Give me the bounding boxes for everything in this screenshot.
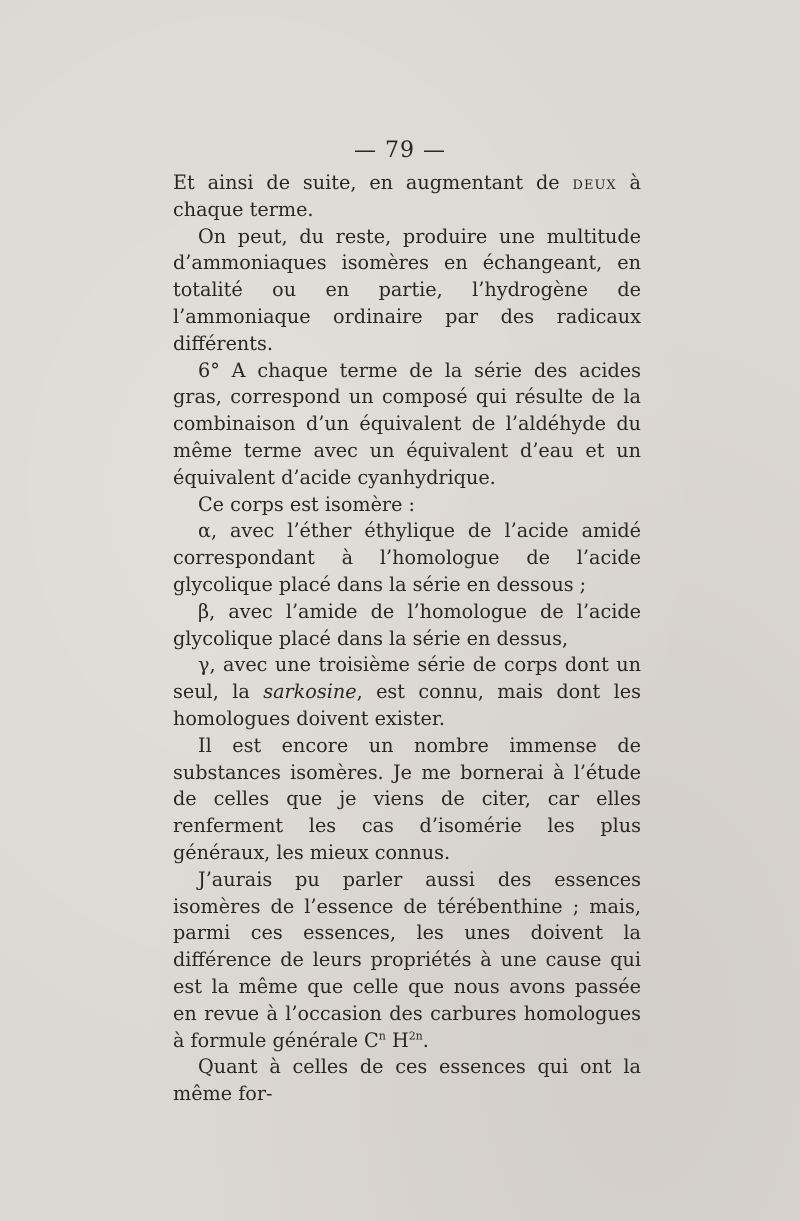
paragraph-5-alpha: α, avec l’éther éthylique de l’acide amidé correspondant à l’homologue de l’acide glycolique placé dans la série en dessous ;: [173, 519, 641, 596]
paragraph-6-beta: β, avec l’amide de l’homologue de l’acide glycolique placé dans la série en dessus,: [173, 599, 641, 650]
paragraph-3: 6° A chaque terme de la série des acides gras, correspond un composé qui résulte de la combinaison d’un équivalent de l’aldéhyde du même terme avec un équivalent d’eau et un équivalent d’acide cyanhydrique.: [173, 358, 641, 489]
small-caps-word: deux: [572, 171, 617, 194]
page-number: — 79 —: [354, 138, 446, 163]
paragraph-8: Il est encore un nombre immense de substances isomères. Je me bornerai à l’étude de celles que je viens de citer, car elles renferment les cas d’isomérie les plus généraux, les mieux connus.: [173, 733, 641, 864]
paragraph-10: Quant à celles de ces essences qui ont la même for-: [173, 1055, 641, 1106]
formula-superscript-n: n: [378, 1029, 386, 1043]
italic-term: sarkosine: [263, 680, 357, 704]
paragraph-2: On peut, du reste, produire une multitude d’ammoniaques isomères en échangeant, en totalité ou en partie, l’hydrogène de l’ammoniaque ordinaire par des radicaux différents.: [173, 224, 641, 355]
paragraph-4: Ce corps est isomère :: [198, 492, 416, 516]
body-text: [173, 170, 641, 1108]
paragraph-1: Et ainsi de suite, en augmentant de deux à chaque terme.: [173, 171, 641, 221]
paragraph-7-gamma: γ, avec une troisième série de corps dont un seul, la sarkosine, est connu, mais dont les homologues doivent exister.: [173, 653, 641, 730]
paragraph-9: J’aurais pu parler aussi des essences isomères de l’essence de térébenthine ; mais, parmi ces essences, les unes doivent la différence de leurs propriétés à une cause qui est la même que celle que nous avons passée en revue à l’occasion des carbures homologues à formule générale $C^n$ $H^{2n}$.: [173, 867, 641, 1052]
formula-superscript-2n: 2n: [408, 1029, 423, 1043]
